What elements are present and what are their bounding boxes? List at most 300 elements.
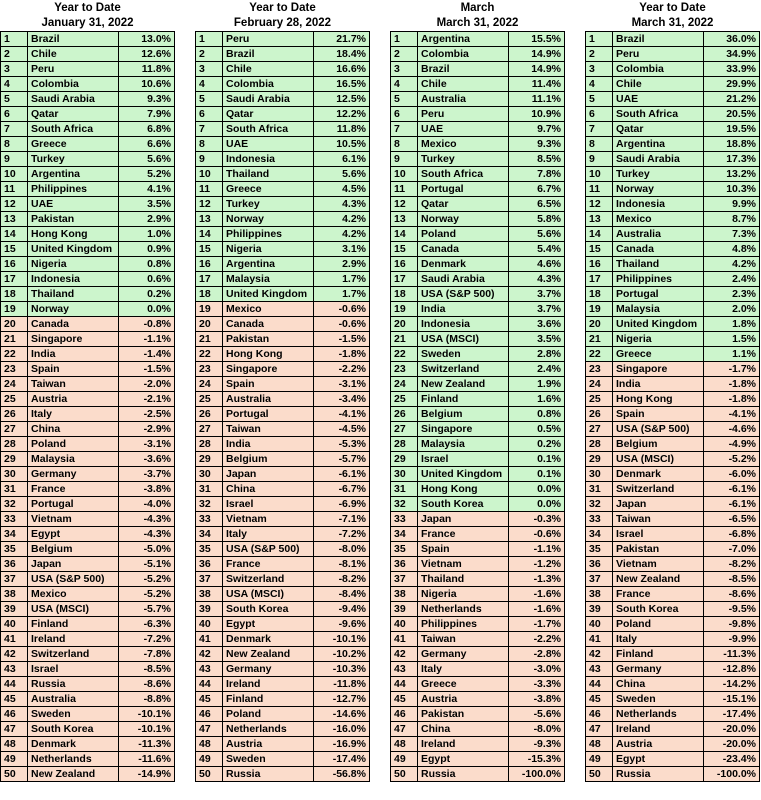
table-row [196, 587, 370, 602]
rank-cell: 6 [586, 107, 613, 122]
table-row [586, 677, 760, 692]
rank-cell: 29 [196, 452, 223, 467]
rank-cell: 35 [586, 542, 613, 557]
rank-cell: 17 [586, 272, 613, 287]
value-cell: -1.7% [509, 617, 565, 632]
table-row [391, 767, 565, 782]
table-row [196, 452, 370, 467]
country-cell: Canada [613, 242, 704, 257]
value-cell: 6.1% [314, 152, 370, 167]
table-row [196, 197, 370, 212]
table-row [586, 77, 760, 92]
panel-title: Year to Date [249, 2, 316, 14]
table-row [586, 242, 760, 257]
table-row [391, 587, 565, 602]
value-cell: 8.5% [509, 152, 565, 167]
value-cell: -3.7% [119, 467, 175, 482]
value-cell: 7.3% [704, 227, 760, 242]
rank-cell: 21 [196, 332, 223, 347]
country-cell: Brazil [418, 62, 509, 77]
country-cell: Colombia [223, 77, 314, 92]
country-cell: Argentina [613, 137, 704, 152]
table-row [391, 467, 565, 482]
table-row [391, 137, 565, 152]
country-cell: Portugal [418, 182, 509, 197]
table-row [586, 227, 760, 242]
value-cell: 15.5% [509, 32, 565, 47]
value-cell: -1.1% [509, 542, 565, 557]
country-cell: Belgium [28, 542, 119, 557]
value-cell: -5.2% [119, 587, 175, 602]
value-cell: 13.2% [704, 167, 760, 182]
rank-cell: 47 [391, 722, 418, 737]
table-row [391, 407, 565, 422]
country-cell: Taiwan [418, 632, 509, 647]
value-cell: 16.6% [314, 62, 370, 77]
table-row [391, 242, 565, 257]
value-cell: 3.7% [509, 302, 565, 317]
rank-cell: 25 [391, 392, 418, 407]
table-row [1, 347, 175, 362]
country-cell: Peru [28, 62, 119, 77]
country-cell: Portugal [28, 497, 119, 512]
value-cell: 4.5% [314, 182, 370, 197]
country-cell: Poland [223, 707, 314, 722]
value-cell: -8.6% [119, 677, 175, 692]
value-cell: 11.4% [509, 77, 565, 92]
panel-ytd-mar [585, 0, 760, 782]
value-cell: -5.6% [509, 707, 565, 722]
country-cell: South Africa [28, 122, 119, 137]
rank-cell: 43 [586, 662, 613, 677]
country-cell: Philippines [223, 227, 314, 242]
country-cell: New Zealand [28, 767, 119, 782]
table-row [196, 122, 370, 137]
panel-header [0, 0, 175, 31]
value-cell: 3.6% [509, 317, 565, 332]
value-cell: -0.6% [314, 302, 370, 317]
country-cell: Philippines [418, 617, 509, 632]
value-cell: -8.5% [119, 662, 175, 677]
country-cell: UAE [28, 197, 119, 212]
rank-cell: 27 [1, 422, 28, 437]
country-cell: Spain [613, 407, 704, 422]
rank-cell: 23 [586, 362, 613, 377]
rank-cell: 25 [1, 392, 28, 407]
table-row [196, 92, 370, 107]
rank-cell: 49 [196, 752, 223, 767]
country-cell: Thailand [418, 572, 509, 587]
rank-cell: 33 [1, 512, 28, 527]
value-cell: 1.1% [704, 347, 760, 362]
country-cell: Finland [613, 647, 704, 662]
rank-cell: 24 [1, 377, 28, 392]
table-row [586, 512, 760, 527]
rank-cell: 41 [196, 632, 223, 647]
value-cell: 11.8% [119, 62, 175, 77]
country-cell: Pakistan [223, 332, 314, 347]
rank-cell: 9 [391, 152, 418, 167]
rank-cell: 20 [586, 317, 613, 332]
rank-cell: 49 [1, 752, 28, 767]
panel-title: March [460, 2, 495, 14]
value-cell: 4.2% [314, 212, 370, 227]
table-row [391, 197, 565, 212]
country-cell: Colombia [28, 77, 119, 92]
country-cell: Switzerland [613, 482, 704, 497]
table-row [1, 467, 175, 482]
rank-cell: 4 [586, 77, 613, 92]
country-cell: United Kingdom [613, 317, 704, 332]
table-row [391, 227, 565, 242]
rank-cell: 10 [196, 167, 223, 182]
table-row [391, 257, 565, 272]
country-cell: Italy [223, 527, 314, 542]
table-row [196, 332, 370, 347]
country-cell: USA (S&P 500) [28, 572, 119, 587]
rank-cell: 10 [1, 167, 28, 182]
rank-cell: 5 [586, 92, 613, 107]
country-cell: Chile [613, 77, 704, 92]
table-row [391, 617, 565, 632]
table-row [586, 122, 760, 137]
table-row [196, 302, 370, 317]
table-row [196, 527, 370, 542]
country-cell: South Korea [223, 602, 314, 617]
panel-date: March 31, 2022 [436, 16, 519, 29]
rank-cell: 37 [391, 572, 418, 587]
country-cell: Germany [418, 647, 509, 662]
country-cell: Thailand [613, 257, 704, 272]
value-cell: 10.3% [704, 182, 760, 197]
rank-cell: 7 [586, 122, 613, 137]
rank-cell: 37 [586, 572, 613, 587]
table-row [391, 452, 565, 467]
table-row [1, 92, 175, 107]
value-cell: 2.0% [704, 302, 760, 317]
rank-cell: 27 [391, 422, 418, 437]
country-cell: Poland [28, 437, 119, 452]
panel-date: February 28, 2022 [233, 16, 332, 29]
rank-cell: 12 [196, 197, 223, 212]
value-cell: -9.9% [704, 632, 760, 647]
panel-ytd-feb [195, 0, 370, 782]
country-cell: Turkey [28, 152, 119, 167]
value-cell: -7.1% [314, 512, 370, 527]
country-cell: Saudi Arabia [418, 272, 509, 287]
value-cell: 5.8% [509, 212, 565, 227]
value-cell: -1.8% [704, 377, 760, 392]
value-cell: 0.2% [119, 287, 175, 302]
value-cell: -3.1% [314, 377, 370, 392]
value-cell: 4.6% [509, 257, 565, 272]
country-cell: Austria [223, 737, 314, 752]
value-cell: 4.2% [704, 257, 760, 272]
country-cell: Netherlands [418, 602, 509, 617]
rank-cell: 32 [196, 497, 223, 512]
value-cell: 11.1% [509, 92, 565, 107]
country-cell: Chile [223, 62, 314, 77]
value-cell: -23.4% [704, 752, 760, 767]
table-row [196, 617, 370, 632]
value-cell: 7.8% [509, 167, 565, 182]
rank-cell: 33 [391, 512, 418, 527]
country-cell: Saudi Arabia [28, 92, 119, 107]
country-cell: South Korea [28, 722, 119, 737]
rank-cell: 4 [1, 77, 28, 92]
value-cell: -7.2% [119, 632, 175, 647]
country-cell: Switzerland [28, 647, 119, 662]
value-cell: -10.1% [314, 632, 370, 647]
rank-cell: 42 [1, 647, 28, 662]
value-cell: -8.5% [704, 572, 760, 587]
table-row [1, 497, 175, 512]
panel-date: January 31, 2022 [41, 16, 134, 29]
value-cell: -6.1% [704, 497, 760, 512]
table-row [391, 707, 565, 722]
table-row [586, 467, 760, 482]
value-cell: 5.4% [509, 242, 565, 257]
country-cell: Norway [418, 212, 509, 227]
value-cell: -6.7% [314, 482, 370, 497]
table-row [391, 332, 565, 347]
rank-cell: 30 [1, 467, 28, 482]
country-cell: Australia [418, 92, 509, 107]
rank-cell: 1 [196, 32, 223, 47]
rank-cell: 28 [196, 437, 223, 452]
country-cell: Portugal [613, 287, 704, 302]
value-cell: 1.5% [704, 332, 760, 347]
country-cell: Saudi Arabia [613, 152, 704, 167]
rank-cell: 21 [391, 332, 418, 347]
rank-cell: 3 [391, 62, 418, 77]
country-cell: Netherlands [28, 752, 119, 767]
value-cell: -4.0% [119, 497, 175, 512]
value-cell: -5.2% [119, 572, 175, 587]
value-cell: 4.2% [314, 227, 370, 242]
country-cell: Netherlands [613, 707, 704, 722]
value-cell: -1.2% [509, 557, 565, 572]
table-row [586, 392, 760, 407]
value-cell: 0.0% [119, 302, 175, 317]
value-cell: 5.6% [119, 152, 175, 167]
rank-cell: 28 [586, 437, 613, 452]
country-cell: India [223, 437, 314, 452]
rank-cell: 30 [586, 467, 613, 482]
value-cell: -5.0% [119, 542, 175, 557]
value-cell: 19.5% [704, 122, 760, 137]
table-row [586, 347, 760, 362]
table-row [196, 47, 370, 62]
value-cell: 2.3% [704, 287, 760, 302]
table-row [1, 167, 175, 182]
table-row [196, 512, 370, 527]
table-row [1, 752, 175, 767]
table-row [586, 422, 760, 437]
country-cell: Singapore [223, 362, 314, 377]
value-cell: -1.8% [704, 392, 760, 407]
table-row [1, 287, 175, 302]
table-row [586, 152, 760, 167]
table-row [586, 332, 760, 347]
table-row [1, 737, 175, 752]
rank-cell: 40 [1, 617, 28, 632]
table-row [1, 557, 175, 572]
table-row [391, 647, 565, 662]
value-cell: 0.6% [119, 272, 175, 287]
country-cell: Hong Kong [223, 347, 314, 362]
value-cell: -8.1% [314, 557, 370, 572]
value-cell: 1.0% [119, 227, 175, 242]
country-cell: India [613, 377, 704, 392]
table-row [391, 392, 565, 407]
country-cell: Netherlands [223, 722, 314, 737]
country-cell: France [223, 557, 314, 572]
rank-cell: 8 [196, 137, 223, 152]
table-row [586, 557, 760, 572]
table-row [586, 137, 760, 152]
value-cell: 0.2% [509, 437, 565, 452]
value-cell: -7.2% [314, 527, 370, 542]
value-cell: 10.6% [119, 77, 175, 92]
country-cell: Belgium [223, 452, 314, 467]
country-cell: USA (S&P 500) [613, 422, 704, 437]
table-row [196, 557, 370, 572]
value-cell: 1.7% [314, 272, 370, 287]
country-cell: Indonesia [223, 152, 314, 167]
value-cell: -5.1% [119, 557, 175, 572]
rank-cell: 21 [586, 332, 613, 347]
country-cell: Mexico [223, 302, 314, 317]
rank-cell: 48 [391, 737, 418, 752]
table-row [391, 272, 565, 287]
value-cell: 0.8% [119, 257, 175, 272]
value-cell: 12.2% [314, 107, 370, 122]
table-row [391, 422, 565, 437]
table-row [391, 182, 565, 197]
value-cell: -8.2% [314, 572, 370, 587]
country-cell: Egypt [418, 752, 509, 767]
value-cell: -10.3% [314, 662, 370, 677]
table-row [391, 377, 565, 392]
table-row [196, 602, 370, 617]
country-cell: Singapore [418, 422, 509, 437]
country-cell: Chile [418, 77, 509, 92]
country-cell: Finland [28, 617, 119, 632]
country-cell: India [418, 302, 509, 317]
country-cell: Portugal [223, 407, 314, 422]
table-row [586, 92, 760, 107]
table-row [196, 287, 370, 302]
rank-cell: 16 [196, 257, 223, 272]
value-cell: -6.1% [704, 482, 760, 497]
country-cell: Taiwan [613, 512, 704, 527]
country-cell: France [418, 527, 509, 542]
country-cell: Belgium [418, 407, 509, 422]
value-cell: -0.6% [314, 317, 370, 332]
table-row [1, 707, 175, 722]
country-cell: Taiwan [223, 422, 314, 437]
value-cell: 6.5% [509, 197, 565, 212]
value-cell: -1.6% [509, 602, 565, 617]
rank-cell: 10 [391, 167, 418, 182]
rank-cell: 44 [391, 677, 418, 692]
rank-cell: 9 [1, 152, 28, 167]
table-row [1, 542, 175, 557]
rank-cell: 8 [391, 137, 418, 152]
country-cell: Sweden [223, 752, 314, 767]
rank-cell: 26 [1, 407, 28, 422]
country-cell: Nigeria [418, 587, 509, 602]
rank-cell: 34 [391, 527, 418, 542]
rank-cell: 4 [391, 77, 418, 92]
value-cell: -3.3% [509, 677, 565, 692]
country-cell: Poland [418, 227, 509, 242]
table-row [391, 152, 565, 167]
value-cell: 2.9% [119, 212, 175, 227]
value-cell: 1.9% [509, 377, 565, 392]
country-cell: France [613, 587, 704, 602]
table-row [586, 32, 760, 47]
country-cell: Spain [223, 377, 314, 392]
country-cell: Brazil [613, 32, 704, 47]
table-row [196, 377, 370, 392]
table-row [196, 272, 370, 287]
table-row [391, 482, 565, 497]
country-cell: Qatar [28, 107, 119, 122]
rank-cell: 49 [391, 752, 418, 767]
rank-cell: 15 [196, 242, 223, 257]
table-row [1, 377, 175, 392]
rank-cell: 9 [196, 152, 223, 167]
rank-cell: 46 [1, 707, 28, 722]
country-cell: Denmark [613, 467, 704, 482]
table-row [391, 497, 565, 512]
table-row [391, 692, 565, 707]
value-cell: -15.1% [704, 692, 760, 707]
table-row [196, 152, 370, 167]
value-cell: 1.6% [509, 392, 565, 407]
table-row [586, 737, 760, 752]
rank-cell: 19 [196, 302, 223, 317]
value-cell: -3.1% [119, 437, 175, 452]
country-cell: USA (S&P 500) [223, 542, 314, 557]
country-cell: Ireland [223, 677, 314, 692]
rank-cell: 46 [586, 707, 613, 722]
country-cell: Austria [613, 737, 704, 752]
rank-cell: 50 [196, 767, 223, 782]
value-cell: -20.0% [704, 737, 760, 752]
value-cell: 9.3% [509, 137, 565, 152]
table-row [586, 707, 760, 722]
panel-title: Year to Date [54, 2, 121, 14]
table-row [196, 632, 370, 647]
rank-cell: 13 [391, 212, 418, 227]
country-cell: Malaysia [613, 302, 704, 317]
table-row [1, 617, 175, 632]
value-cell: 3.5% [509, 332, 565, 347]
country-cell: Italy [613, 632, 704, 647]
rank-cell: 29 [586, 452, 613, 467]
value-cell: 21.2% [704, 92, 760, 107]
rank-cell: 20 [196, 317, 223, 332]
value-cell: 0.8% [509, 407, 565, 422]
rank-cell: 44 [1, 677, 28, 692]
country-cell: Australia [28, 692, 119, 707]
rank-cell: 7 [1, 122, 28, 137]
table-row [391, 737, 565, 752]
value-cell: 7.9% [119, 107, 175, 122]
